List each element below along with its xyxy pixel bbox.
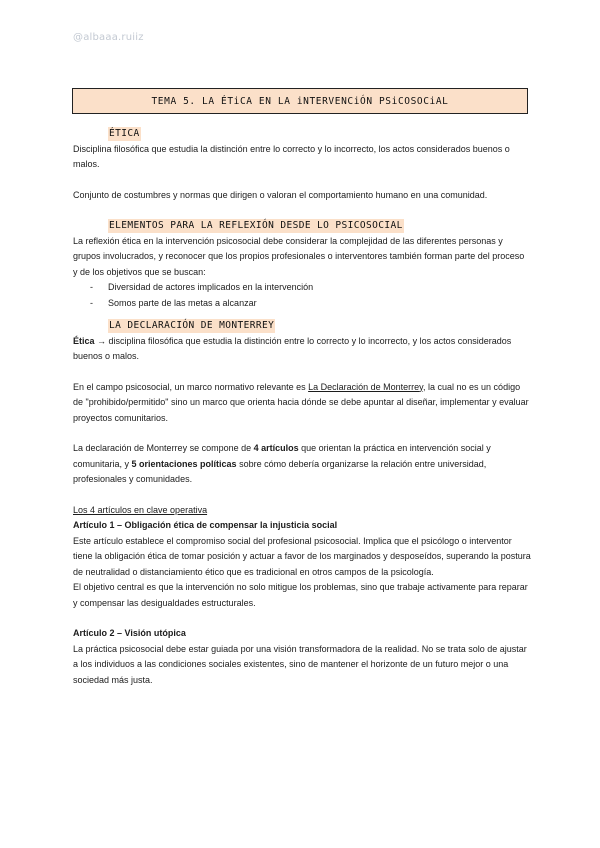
declaracion-link: La Declaración de Monterrey bbox=[308, 381, 424, 392]
term-etica: Ética bbox=[73, 335, 95, 346]
article-1-title: Artículo 1 – Obligación ética de compensar la injusticia social bbox=[73, 520, 338, 530]
page-title: TEMA 5. LA ÉTiCA EN LA iNTERVENCiÓN PSiCOSOCiAL bbox=[151, 95, 449, 107]
list-item: - Diversidad de actores implicados en la intervención bbox=[73, 280, 531, 296]
article-2-title: Artículo 2 – Visión utópica bbox=[73, 628, 186, 638]
heading-etica: ÉTICA bbox=[109, 128, 140, 139]
paragraph: Conjunto de costumbres y normas que dirigen o valoran el comportamiento humano en una comunidad. bbox=[73, 189, 488, 200]
section-elementos bbox=[73, 218, 531, 311]
paragraph: La reflexión ética en la intervención psicosocial debe considerar la complejidad de las diferentes personas y grupos involucrados, y reconocer que los propios profesionales o interventores también forman parte del proceso y de los objetivos que se buscan: bbox=[73, 235, 525, 277]
document-body bbox=[73, 126, 531, 688]
section-articulos bbox=[73, 503, 531, 689]
paragraph: El objetivo central es que la intervención no solo mitigue los problemas, sino que trabaje activamente para reparar y compensar las desigualdades estructurales. bbox=[73, 582, 528, 608]
paragraph: La práctica psicosocial debe estar guiada por una visión transformadora de la realidad. No se trata solo de ajustar a los individuos a las condiciones sociales existentes, sino de mantener el horizonte de un futuro mejor o una sociedad más justa. bbox=[73, 643, 527, 685]
list-item: - Somos parte de las metas a alcanzar bbox=[73, 296, 531, 312]
paragraph: Ética → disciplina filosófica que estudia la distinción entre lo correcto y lo incorrecto, y los actos considerados buenos o malos. bbox=[73, 335, 512, 361]
section-etica bbox=[73, 126, 531, 203]
paragraph: La declaración de Monterrey se compone de 4 artículos que orientan la práctica en intervención social y comunitaria, y 5 orientaciones políticas sobre cómo debería organizarse la relación entre universidad, profesionales y comunidades. bbox=[73, 443, 491, 484]
bullet-list bbox=[73, 280, 531, 311]
paragraph: Este artículo establece el compromiso social del profesional psicosocial. Implica que el psicólogo o interventor tiene la obligación ética de tomar posición y actuar a favor de los marginados y desposeídos, superando la postura de neutralidad o distanciamiento ético que es tradicional en otros campos de la psicología. bbox=[73, 535, 531, 577]
heading-declaracion: LA DECLARACIÓN DE MONTERREY bbox=[109, 320, 275, 331]
page-title-box bbox=[72, 88, 528, 114]
section-declaracion bbox=[73, 318, 531, 488]
paragraph: Disciplina filosófica que estudia la distinción entre lo correcto y lo incorrecto, los actos considerados buenos o malos. bbox=[73, 143, 510, 169]
paragraph: En el campo psicosocial, un marco normativo relevante es La Declaración de Monterrey, la cual no es un código de "prohibido/permitido" sino un marco que orienta hacia dónde se debe apuntar al diseñar, implementar y evaluar proyectos comunitarios. bbox=[73, 381, 529, 423]
heading-elementos: ELEMENTOS PARA LA REFLEXIÓN DESDE LO PSICOSOCIAL bbox=[109, 220, 403, 231]
watermark-handle: @albaaa.ruiiz bbox=[73, 32, 144, 43]
subheading-articulos: Los 4 artículos en clave operativa bbox=[73, 504, 208, 515]
